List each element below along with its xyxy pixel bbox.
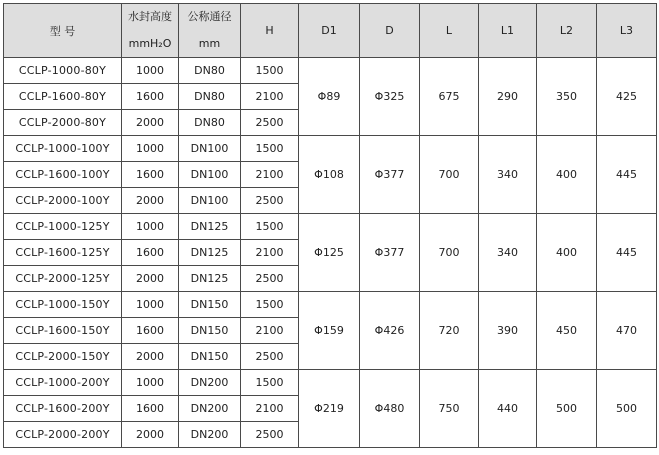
table-row <box>4 136 657 162</box>
cell-L: 700 <box>420 136 479 214</box>
cell-height: 1600 <box>122 396 179 422</box>
cell-model: CCLP-1000-125Y <box>4 214 122 240</box>
cell-dn: DN200 <box>179 396 241 422</box>
cell-D: Φ377 <box>360 214 420 292</box>
cell-L3: 445 <box>597 214 657 292</box>
header-model: 型 号 <box>4 4 122 58</box>
cell-dn: DN80 <box>179 110 241 136</box>
cell-D1: Φ125 <box>299 214 360 292</box>
cell-dn: DN80 <box>179 84 241 110</box>
table-row <box>4 370 657 396</box>
cell-L1: 390 <box>479 292 537 370</box>
cell-dn: DN100 <box>179 162 241 188</box>
cell-model: CCLP-1000-200Y <box>4 370 122 396</box>
cell-L: 750 <box>420 370 479 448</box>
cell-H: 1500 <box>241 58 299 84</box>
cell-D: Φ426 <box>360 292 420 370</box>
cell-L1: 340 <box>479 136 537 214</box>
header-nominal-label: 公称通径 <box>187 10 232 24</box>
cell-dn: DN200 <box>179 422 241 448</box>
header-water-seal-height <box>122 4 179 58</box>
cell-height: 2000 <box>122 266 179 292</box>
cell-dn: DN80 <box>179 58 241 84</box>
cell-dn: DN150 <box>179 344 241 370</box>
cell-H: 2500 <box>241 110 299 136</box>
cell-H: 1500 <box>241 136 299 162</box>
spec-table <box>3 3 657 448</box>
cell-dn: DN100 <box>179 188 241 214</box>
cell-D1: Φ108 <box>299 136 360 214</box>
cell-height: 1000 <box>122 292 179 318</box>
cell-L: 720 <box>420 292 479 370</box>
cell-height: 1000 <box>122 214 179 240</box>
header-D1: D1 <box>299 4 360 58</box>
cell-H: 2100 <box>241 240 299 266</box>
cell-height: 2000 <box>122 344 179 370</box>
cell-model: CCLP-1600-100Y <box>4 162 122 188</box>
cell-height: 1000 <box>122 58 179 84</box>
header-water-seal-unit: mmH₂O <box>128 36 172 50</box>
cell-model: CCLP-1600-80Y <box>4 84 122 110</box>
table-row <box>4 58 657 84</box>
cell-dn: DN100 <box>179 136 241 162</box>
cell-model: CCLP-1000-100Y <box>4 136 122 162</box>
cell-H: 2500 <box>241 266 299 292</box>
cell-H: 1500 <box>241 292 299 318</box>
cell-H: 2500 <box>241 344 299 370</box>
cell-H: 2100 <box>241 84 299 110</box>
cell-height: 1000 <box>122 136 179 162</box>
cell-L2: 450 <box>537 292 597 370</box>
cell-L1: 440 <box>479 370 537 448</box>
cell-H: 2500 <box>241 188 299 214</box>
header-water-seal-label: 水封高度 <box>128 10 172 24</box>
cell-L3: 425 <box>597 58 657 136</box>
cell-L2: 400 <box>537 136 597 214</box>
cell-dn: DN150 <box>179 292 241 318</box>
cell-H: 1500 <box>241 214 299 240</box>
cell-height: 1600 <box>122 162 179 188</box>
cell-model: CCLP-2000-150Y <box>4 344 122 370</box>
header-L1: L1 <box>479 4 537 58</box>
cell-D: Φ377 <box>360 136 420 214</box>
table-body <box>4 58 657 448</box>
cell-H: 1500 <box>241 370 299 396</box>
cell-dn: DN200 <box>179 370 241 396</box>
cell-L: 675 <box>420 58 479 136</box>
cell-L: 700 <box>420 214 479 292</box>
cell-height: 1600 <box>122 318 179 344</box>
cell-model: CCLP-1000-150Y <box>4 292 122 318</box>
cell-H: 2500 <box>241 422 299 448</box>
cell-D: Φ480 <box>360 370 420 448</box>
cell-height: 2000 <box>122 188 179 214</box>
cell-dn: DN125 <box>179 240 241 266</box>
cell-dn: DN125 <box>179 266 241 292</box>
cell-L1: 290 <box>479 58 537 136</box>
cell-height: 1600 <box>122 84 179 110</box>
cell-L3: 500 <box>597 370 657 448</box>
cell-dn: DN125 <box>179 214 241 240</box>
cell-H: 2100 <box>241 396 299 422</box>
header-L3: L3 <box>597 4 657 58</box>
cell-model: CCLP-2000-100Y <box>4 188 122 214</box>
table-row <box>4 214 657 240</box>
header-row <box>4 4 657 58</box>
cell-model: CCLP-2000-200Y <box>4 422 122 448</box>
cell-model: CCLP-2000-80Y <box>4 110 122 136</box>
cell-height: 2000 <box>122 110 179 136</box>
cell-D1: Φ89 <box>299 58 360 136</box>
header-L: L <box>420 4 479 58</box>
cell-model: CCLP-1600-150Y <box>4 318 122 344</box>
cell-model: CCLP-1000-80Y <box>4 58 122 84</box>
cell-model: CCLP-1600-125Y <box>4 240 122 266</box>
header-H: H <box>241 4 299 58</box>
cell-L2: 400 <box>537 214 597 292</box>
header-D: D <box>360 4 420 58</box>
cell-H: 2100 <box>241 162 299 188</box>
header-nominal-unit: mm <box>198 36 221 50</box>
header-L2: L2 <box>537 4 597 58</box>
cell-L3: 445 <box>597 136 657 214</box>
cell-dn: DN150 <box>179 318 241 344</box>
cell-model: CCLP-1600-200Y <box>4 396 122 422</box>
cell-D: Φ325 <box>360 58 420 136</box>
cell-height: 1000 <box>122 370 179 396</box>
cell-D1: Φ219 <box>299 370 360 448</box>
cell-L1: 340 <box>479 214 537 292</box>
cell-H: 2100 <box>241 318 299 344</box>
cell-L3: 470 <box>597 292 657 370</box>
header-nominal-diameter <box>179 4 241 58</box>
cell-height: 1600 <box>122 240 179 266</box>
cell-L2: 350 <box>537 58 597 136</box>
cell-L2: 500 <box>537 370 597 448</box>
spec-table-wrapper <box>3 3 657 448</box>
cell-D1: Φ159 <box>299 292 360 370</box>
table-row <box>4 292 657 318</box>
cell-model: CCLP-2000-125Y <box>4 266 122 292</box>
cell-height: 2000 <box>122 422 179 448</box>
